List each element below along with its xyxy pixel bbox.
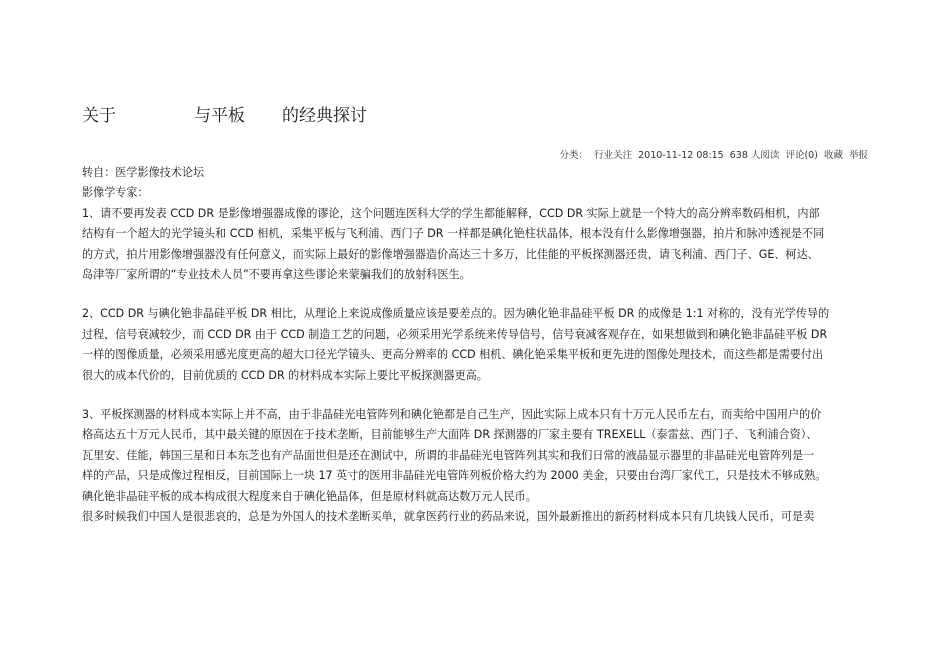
source-line: 转自：医学影像技术论坛	[82, 166, 205, 179]
paragraph-line: 岛津等厂家所谓的“专业技术人员”不要再拿这些谬论来蒙骗我们的放射科医生。	[82, 268, 471, 282]
title-part-3: 的经典探讨	[282, 106, 367, 126]
paragraph-line: 样的产品，只是成像过程相反，目前国际上一块 17 英寸的医用非晶硅光电管阵列板价格大约为 2000 美金，只要由台湾厂家代工，只是技术不够成熟。	[82, 469, 827, 483]
paragraph-line: 2、CCD DR 与碘化铯非晶硅平板 DR 相比，从理论上来说成像质量应该是要差点的。因为碘化铯非晶硅平板 DR 的成像是 1:1 对称的，没有光学传导的	[82, 307, 830, 321]
category-label: 分类：	[559, 150, 589, 161]
post-datetime: 2010-11-12 08:15	[638, 150, 724, 161]
favorite-link[interactable]: 收藏	[823, 150, 843, 161]
paragraph-line: 碘化铯非晶硅平板的成本构成很大程度来自于碘化铯晶体，但是原材料就高达数万元人民币。	[82, 489, 537, 503]
article-meta	[560, 147, 868, 161]
paragraph-line: 格高达五十万元人民币，其中最关键的原因在于技术垄断，目前能够生产大面阵 DR 探测器的厂家主要有 TREXELL（泰雷兹、西门子、飞利浦合资）、	[82, 428, 818, 442]
paragraph-line: 一样的图像质量，必须采用感光度更高的超大口径光学镜头、更高分辨率的 CCD 相机、碘化铯采集平板和更先进的图像处理技术，而这些都是需要付出	[82, 348, 824, 362]
category-link[interactable]: 行业关注	[594, 150, 633, 161]
title-part-1: 关于	[82, 106, 116, 126]
paragraph-line: 很大的成本代价的，目前优质的 CCD DR 的材料成本实际上要比平板探测器更高。	[82, 368, 488, 382]
paragraph-line: 很多时候我们中国人是很悲哀的，总是为外国人的技术垄断买单，就拿医药行业的药品来说，国外最新推出的新药材料成本只有几块钱人民币，可是卖	[82, 510, 815, 524]
report-link[interactable]: 举报	[848, 150, 868, 161]
comments-link[interactable]: 评论(0)	[785, 150, 818, 161]
paragraph-line: 的方式，拍片用影像增强器没有任何意义，而实际上最好的影像增强器造价高达三十多万，比佳能的平板探测器还贵，请飞利浦、西门子、GE、柯达、	[82, 247, 819, 261]
paragraph-line: 瓦里安、佳能，韩国三星和日本东芝也有产品面世但是还在测试中，所谓的非晶硅光电管阵列其实和我们日常的液晶显示器里的非晶硅光电管阵列是一	[82, 448, 815, 462]
paragraph-line: 3、平板探测器的材料成本实际上并不高，由于非晶硅光电管阵列和碘化铯都是自己生产，因此实际上成本只有十万元人民币左右，而卖给中国用户的价	[82, 408, 822, 422]
read-count: 638 人阅读	[729, 150, 780, 161]
paragraph-line: 1、请不要再发表 CCD DR 是影像增强器成像的谬论，这个问题连医科大学的学生都能解释，CCD DR 实际上就是一个特大的高分辨率数码相机，内部	[82, 206, 820, 220]
paragraph-line: 结构有一个超大的光学镜头和 CCD 相机，采集平板与飞利浦、西门子 DR 一样都是碘化铯柱状晶体，根本没有什么影像增强器，拍片和脉冲透视是不同	[82, 227, 825, 241]
title-part-2: 与平板	[194, 106, 245, 126]
paragraph-gap	[82, 285, 872, 304]
article-body	[82, 163, 872, 528]
paragraph-line: 过程，信号衰减较少，而 CCD DR 由于 CCD 制造工艺的问题，必须采用光学系统来传导信号，信号衰减客观存在，如果想做到和碘化铯非晶硅平板 DR	[82, 327, 828, 341]
author-line: 影像学专家：	[82, 186, 149, 200]
paragraph-gap	[82, 386, 872, 405]
